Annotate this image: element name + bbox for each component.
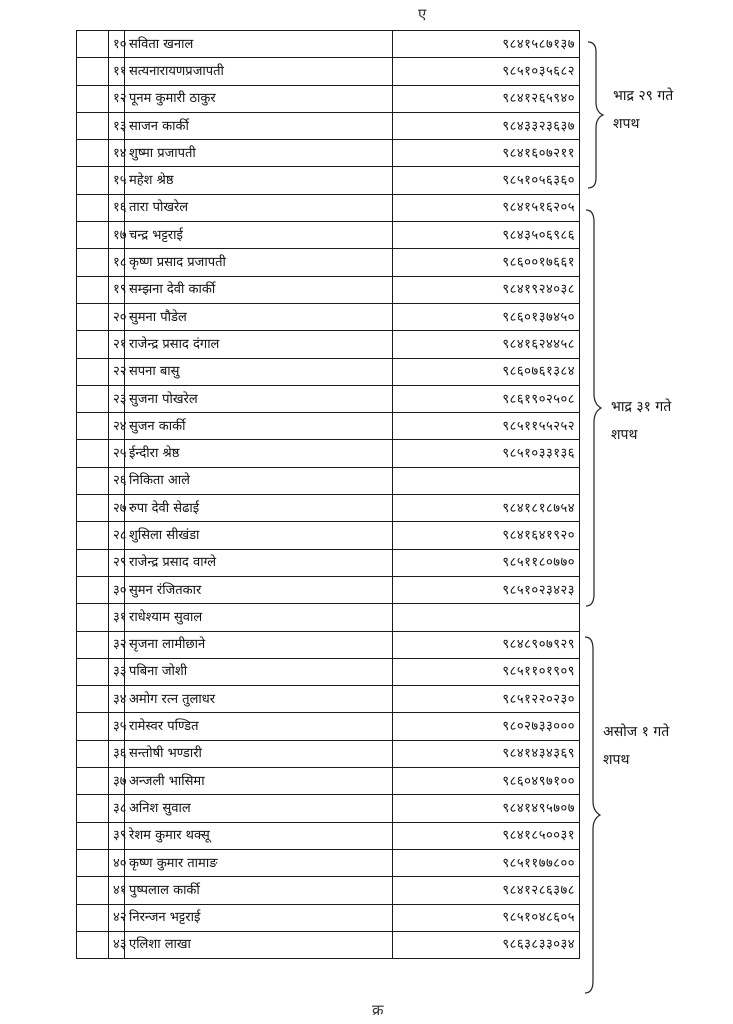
row-serial-number: २५: [109, 440, 125, 467]
row-blank-cell: [77, 713, 109, 740]
group-label-1: [613, 82, 733, 138]
table-row: [77, 31, 580, 58]
group-brace-1: [586, 40, 606, 190]
row-blank-cell: [77, 467, 109, 494]
table-row: [77, 440, 580, 467]
table-row: [77, 249, 580, 276]
row-serial-number: २१: [109, 331, 125, 358]
row-name: राधेश्याम सुवाल: [125, 604, 393, 631]
row-blank-cell: [77, 822, 109, 849]
row-blank-cell: [77, 276, 109, 303]
row-name: पबिना जोशी: [125, 658, 393, 685]
row-phone: ९८६१९०२५०८: [393, 385, 580, 412]
row-serial-number: १६: [109, 194, 125, 221]
row-blank-cell: [77, 849, 109, 876]
table-row: [77, 303, 580, 330]
row-name: तारा पोखरेल: [125, 194, 393, 221]
row-blank-cell: [77, 931, 109, 958]
row-serial-number: १८: [109, 249, 125, 276]
row-phone: [393, 467, 580, 494]
row-serial-number: ४२: [109, 904, 125, 931]
group-label-1-line1: भाद्र २९ गते: [613, 88, 674, 104]
table-row: [77, 822, 580, 849]
row-name: शुसिला सीखंडा: [125, 522, 393, 549]
row-serial-number: ४३: [109, 931, 125, 958]
row-blank-cell: [77, 877, 109, 904]
row-serial-number: १४: [109, 140, 125, 167]
row-serial-number: १०: [109, 31, 125, 58]
row-phone: ९८६०७६१३८४: [393, 358, 580, 385]
row-serial-number: ३६: [109, 740, 125, 767]
row-phone: ९८५११५५२५२: [393, 413, 580, 440]
row-name: महेश श्रेष्ठ: [125, 167, 393, 194]
row-serial-number: १३: [109, 112, 125, 139]
row-name: कृष्ण प्रसाद प्रजापती: [125, 249, 393, 276]
table-row: [77, 904, 580, 931]
row-serial-number: ४०: [109, 849, 125, 876]
row-blank-cell: [77, 31, 109, 58]
row-serial-number: २८: [109, 522, 125, 549]
row-blank-cell: [77, 768, 109, 795]
row-name: शुष्मा प्रजापती: [125, 140, 393, 167]
row-phone: ९८४८९०७९२९: [393, 631, 580, 658]
row-name: सुमन रंजितकार: [125, 576, 393, 603]
row-phone: ९८४१५८७१३७: [393, 31, 580, 58]
row-phone: ९८५१०३३१३६: [393, 440, 580, 467]
table-row: [77, 112, 580, 139]
row-phone: ९८५१०३५६८२: [393, 58, 580, 85]
table-row: [77, 413, 580, 440]
row-serial-number: ३८: [109, 795, 125, 822]
row-serial-number: १९: [109, 276, 125, 303]
row-serial-number: २३: [109, 385, 125, 412]
row-phone: ९८४१६२४४५८: [393, 331, 580, 358]
row-blank-cell: [77, 549, 109, 576]
row-name: रामेस्वर पण्डित: [125, 713, 393, 740]
group-label-3: [603, 718, 723, 774]
row-name: साजन कार्की: [125, 112, 393, 139]
table-row: [77, 576, 580, 603]
row-blank-cell: [77, 222, 109, 249]
table-row: [77, 467, 580, 494]
row-blank-cell: [77, 522, 109, 549]
row-name: ईन्दीरा श्रेष्ठ: [125, 440, 393, 467]
row-name: रुपा देवी सेढाई: [125, 495, 393, 522]
row-phone: ९८४१६०७२११: [393, 140, 580, 167]
row-phone: ९८४१२६५९४०: [393, 85, 580, 112]
row-blank-cell: [77, 140, 109, 167]
top-page-mark: ए: [418, 5, 427, 23]
group-brace-2: [584, 208, 604, 608]
row-name: राजेन्द्र प्रसाद वाग्ले: [125, 549, 393, 576]
row-serial-number: २२: [109, 358, 125, 385]
table-row: [77, 276, 580, 303]
row-blank-cell: [77, 58, 109, 85]
row-phone: ९८४१४९५७०७: [393, 795, 580, 822]
row-phone: ९८६३८३३०३४: [393, 931, 580, 958]
table-row: [77, 358, 580, 385]
row-serial-number: १७: [109, 222, 125, 249]
group-label-1-line2: शपथ: [613, 116, 640, 132]
row-serial-number: ४१: [109, 877, 125, 904]
row-phone: ९८०२७३३०००: [393, 713, 580, 740]
row-blank-cell: [77, 85, 109, 112]
bottom-page-mark: क्र: [372, 1001, 384, 1019]
row-blank-cell: [77, 904, 109, 931]
row-name: सन्तोषी भण्डारी: [125, 740, 393, 767]
row-serial-number: ३०: [109, 576, 125, 603]
row-name: सृजना लामीछाने: [125, 631, 393, 658]
row-blank-cell: [77, 167, 109, 194]
row-serial-number: ३४: [109, 686, 125, 713]
row-name: कृष्ण कुमार तामाङ: [125, 849, 393, 876]
table-row: [77, 877, 580, 904]
row-name: पुष्पलाल कार्की: [125, 877, 393, 904]
row-blank-cell: [77, 112, 109, 139]
row-phone: [393, 604, 580, 631]
row-phone: ९८५१०४८६०५: [393, 904, 580, 931]
row-serial-number: ३७: [109, 768, 125, 795]
group-label-2: [611, 393, 731, 449]
group-label-2-line2: शपथ: [611, 427, 638, 443]
row-blank-cell: [77, 576, 109, 603]
row-blank-cell: [77, 440, 109, 467]
row-name: सुजन कार्की: [125, 413, 393, 440]
table-row: [77, 85, 580, 112]
row-name: सम्झना देवी कार्की: [125, 276, 393, 303]
row-phone: ९८५११८०७७०: [393, 549, 580, 576]
table-row: [77, 140, 580, 167]
row-serial-number: ३३: [109, 658, 125, 685]
row-phone: ९८६००१७६६१: [393, 249, 580, 276]
row-blank-cell: [77, 385, 109, 412]
row-blank-cell: [77, 795, 109, 822]
row-phone: ९८४१८५००३१: [393, 822, 580, 849]
row-blank-cell: [77, 249, 109, 276]
row-blank-cell: [77, 331, 109, 358]
group-label-3-line1: असोज १ गते: [603, 724, 670, 740]
row-name: अन्जली भासिमा: [125, 768, 393, 795]
row-name: सुमना पौडेल: [125, 303, 393, 330]
row-phone: ९८५११७७८००: [393, 849, 580, 876]
row-phone: ९८४३५०६९८६: [393, 222, 580, 249]
group-brace-3: [583, 635, 603, 995]
row-phone: ९८४१५१६२०५: [393, 194, 580, 221]
table-row: [77, 686, 580, 713]
row-name: सपना बासु: [125, 358, 393, 385]
table-row: [77, 58, 580, 85]
row-phone: ९८४१२८६३७८: [393, 877, 580, 904]
row-name: सत्यनारायणप्रजापती: [125, 58, 393, 85]
row-name: चन्द्र भट्टराई: [125, 222, 393, 249]
row-serial-number: १२: [109, 85, 125, 112]
table-row: [77, 385, 580, 412]
row-phone: ९८५१२२०२३०: [393, 686, 580, 713]
row-serial-number: ३२: [109, 631, 125, 658]
row-blank-cell: [77, 658, 109, 685]
row-phone: ९८६०१३७४५०: [393, 303, 580, 330]
table-row: [77, 658, 580, 685]
row-phone: ९८५११०१९०९: [393, 658, 580, 685]
table-row: [77, 222, 580, 249]
row-name: पूनम कुमारी ठाकुर: [125, 85, 393, 112]
row-name: अनिश सुवाल: [125, 795, 393, 822]
row-name: रेशम कुमार थक्सू: [125, 822, 393, 849]
row-serial-number: २४: [109, 413, 125, 440]
row-name: निकिता आले: [125, 467, 393, 494]
row-blank-cell: [77, 740, 109, 767]
row-blank-cell: [77, 303, 109, 330]
row-phone: ९८४१८१८७५४: [393, 495, 580, 522]
table-row: [77, 194, 580, 221]
row-serial-number: २७: [109, 495, 125, 522]
table-row: [77, 522, 580, 549]
row-name: निरन्जन भट्टराई: [125, 904, 393, 931]
row-phone: ९८४१४३४३६९: [393, 740, 580, 767]
row-phone: ९८४३३२३६३७: [393, 112, 580, 139]
row-blank-cell: [77, 495, 109, 522]
row-blank-cell: [77, 194, 109, 221]
row-serial-number: ३५: [109, 713, 125, 740]
row-name: अमोग रत्न तुलाधर: [125, 686, 393, 713]
row-phone: ९८४१६४१९२०: [393, 522, 580, 549]
row-serial-number: ३९: [109, 822, 125, 849]
row-phone: ९८६०४९७१००: [393, 768, 580, 795]
row-name: राजेन्द्र प्रसाद दंगाल: [125, 331, 393, 358]
row-serial-number: २०: [109, 303, 125, 330]
row-blank-cell: [77, 358, 109, 385]
table-row: [77, 795, 580, 822]
table-row: [77, 631, 580, 658]
table-row: [77, 849, 580, 876]
table-row: [77, 549, 580, 576]
row-serial-number: १५: [109, 167, 125, 194]
row-serial-number: ३१: [109, 604, 125, 631]
table-row: [77, 604, 580, 631]
row-serial-number: २९: [109, 549, 125, 576]
row-blank-cell: [77, 604, 109, 631]
group-label-3-line2: शपथ: [603, 752, 630, 768]
group-label-2-line1: भाद्र ३१ गते: [611, 399, 672, 415]
row-blank-cell: [77, 686, 109, 713]
row-name: सविता खनाल: [125, 31, 393, 58]
table-row: [77, 495, 580, 522]
row-name: एलिशा लाखा: [125, 931, 393, 958]
row-name: सुजना पोखरेल: [125, 385, 393, 412]
table-row: [77, 331, 580, 358]
row-serial-number: २६: [109, 467, 125, 494]
table-row: [77, 740, 580, 767]
row-phone: ९८५१०५६३६०: [393, 167, 580, 194]
table-row: [77, 167, 580, 194]
row-phone: ९८४१९२४०३८: [393, 276, 580, 303]
table-row: [77, 768, 580, 795]
table-row: [77, 713, 580, 740]
row-blank-cell: [77, 413, 109, 440]
table-row: [77, 931, 580, 958]
row-phone: ९८५१०२३४२३: [393, 576, 580, 603]
oath-roster-table: [76, 30, 580, 959]
row-serial-number: ११: [109, 58, 125, 85]
row-blank-cell: [77, 631, 109, 658]
